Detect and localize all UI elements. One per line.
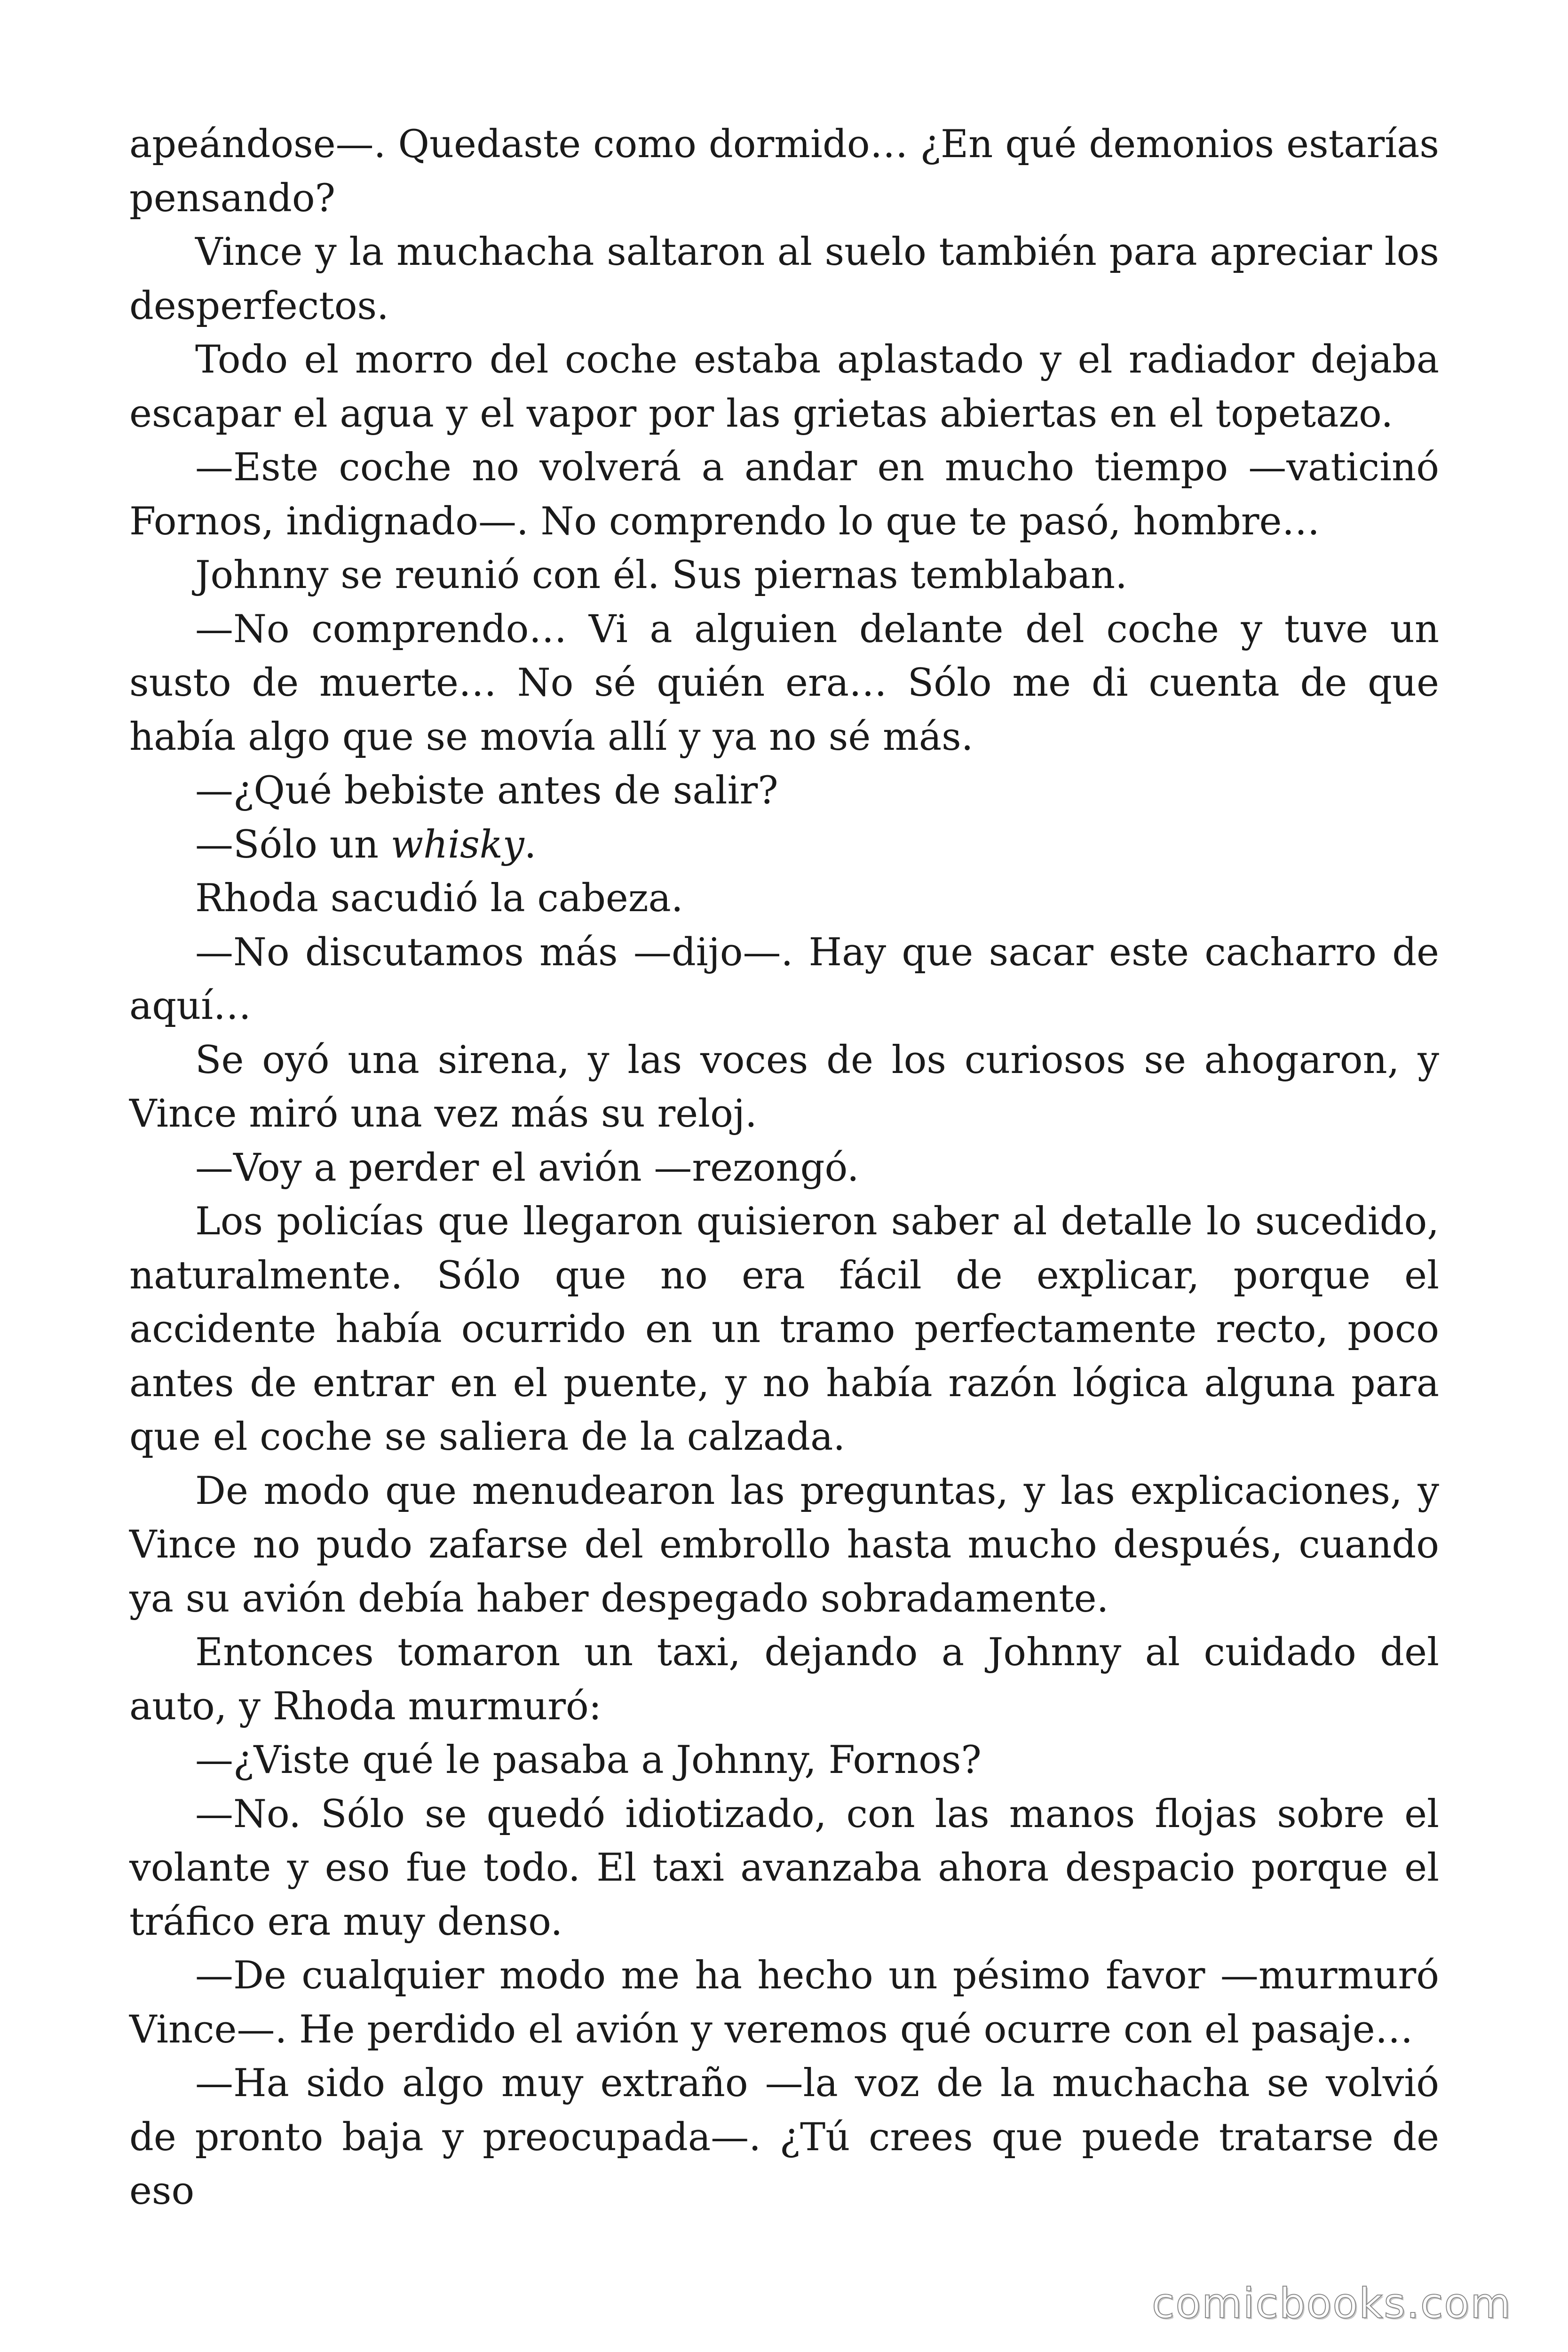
paragraph: Vince y la muchacha saltaron al suelo también para apreciar los desperfectos. (129, 230, 1439, 328)
paragraph-prefix: —Sólo un (195, 822, 391, 867)
paragraph: —Ha sido algo muy extraño —la voz de la muchacha se volvió de pronto baja y preocupada—. ¿Tú crees que puede tratarse de eso (129, 2061, 1439, 2213)
paragraph: Johnny se reunió con él. Sus piernas temblaban. (195, 553, 1127, 597)
paragraph: Entonces tomaron un taxi, dejando a Johnny al cuidado del auto, y Rhoda murmuró: (129, 1630, 1439, 1729)
paragraph (129, 818, 1439, 872)
paragraph: Todo el morro del coche estaba aplastado y el radiador dejaba escapar el agua y el vapor por las grietas abiertas en el topetazo. (129, 338, 1439, 436)
paragraph: —No. Sólo se quedó idiotizado, con las manos flojas sobre el volante y eso fue todo. El taxi avanzaba ahora despacio porque el tráfico era muy denso. (129, 1792, 1439, 1944)
paragraph: Los policías que llegaron quisieron saber al detalle lo sucedido, naturalmente. Sólo que no era fácil de explicar, porque el accidente había ocurrido en un tramo perfectamente recto, poco antes de entrar en el puente, y no había razón lógica alguna para que el coche se saliera de la calzada. (129, 1200, 1439, 1459)
watermark: comicbooks.com (1151, 2279, 1512, 2328)
paragraph: Se oyó una sirena, y las voces de los curiosos se ahogaron, y Vince miró una vez más su reloj. (129, 1038, 1439, 1136)
paragraph: —No discutamos más —dijo—. Hay que sacar este cacharro de aquí… (129, 930, 1439, 1028)
paragraph-suffix: . (524, 822, 537, 867)
paragraph: Rhoda sacudió la cabeza. (195, 876, 683, 921)
paragraph: —Voy a perder el avión —rezongó. (195, 1145, 859, 1190)
paragraph: De modo que menudearon las preguntas, y las explicaciones, y Vince no pudo zafarse del embrollo hasta mucho después, cuando ya su avión debía haber despegado sobradamente. (129, 1469, 1439, 1621)
italic-word: whisky (390, 822, 524, 867)
paragraph: —¿Viste qué le pasaba a Johnny, Fornos? (195, 1738, 982, 1782)
paragraph: apeándose—. Quedaste como dormido… ¿En qué demonios estarías pensando? (129, 122, 1439, 221)
paragraph: —De cualquier modo me ha hecho un pésimo favor —murmuró Vince—. He perdido el avión y veremos qué ocurre con el pasaje… (129, 1954, 1439, 2052)
paragraph: —¿Qué bebiste antes de salir? (195, 769, 778, 813)
paragraph: —Este coche no volverá a andar en mucho tiempo —vaticinó Fornos, indignado—. No comprendo lo que te pasó, hombre… (129, 445, 1439, 544)
paragraph: —No comprendo… Vi a alguien delante del coche y tuve un susto de muerte… No sé quién era… Sólo me di cuenta de que había algo que se movía allí y ya no sé más. (129, 607, 1439, 759)
body-text (129, 118, 1439, 2218)
